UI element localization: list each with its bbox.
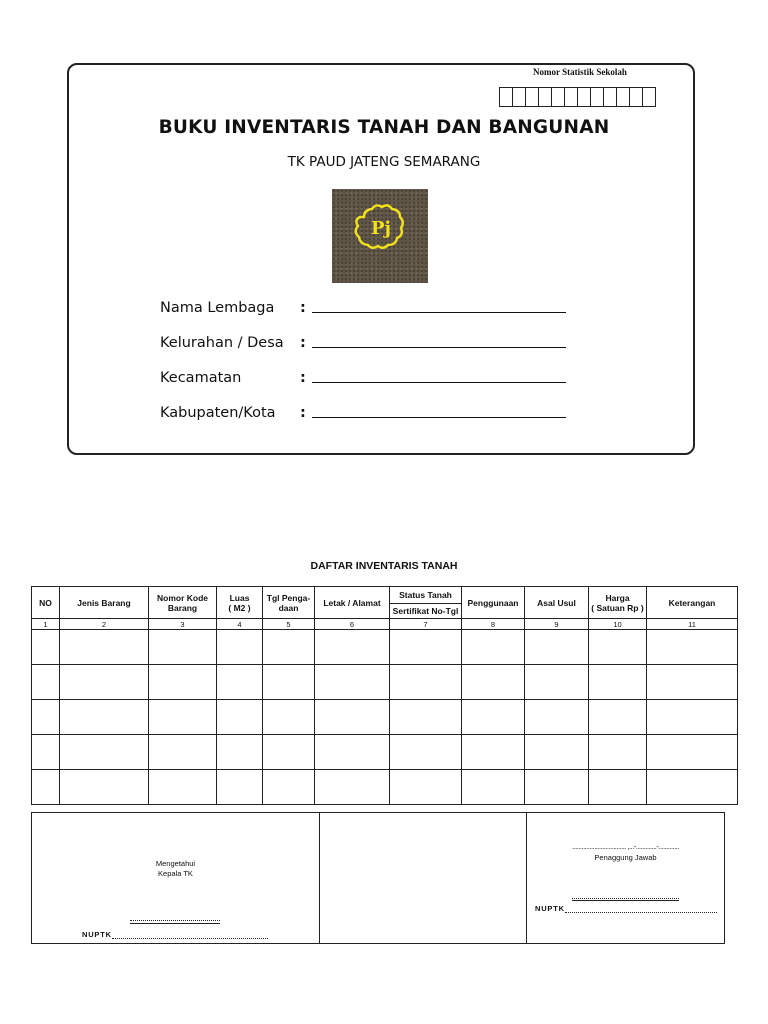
table-row [32,665,738,700]
school-name: TK PAUD JATENG SEMARANG [287,154,481,170]
table-cell[interactable] [32,630,60,665]
nss-boxes [499,87,655,107]
table-cell[interactable] [589,630,647,665]
left-signature-line [130,923,220,924]
table-cell[interactable] [263,700,315,735]
right-nuptk-label: NUPTK [535,904,565,913]
header-penggunaan: Penggunaan [462,587,525,619]
field-colon: : [300,335,306,351]
table-body [32,630,738,805]
col-number: 1 [32,619,60,630]
right-signature-dots [572,898,679,899]
field-kabupaten [160,401,566,421]
table-row [32,630,738,665]
field-label: Nama Lembaga [160,300,275,316]
table-cell[interactable] [263,665,315,700]
header-tgl-pengadaan: Tgl Penga- daan [263,587,315,619]
table-cell[interactable] [149,735,217,770]
field-kecamatan [160,366,566,386]
header-nomor-kode: Nomor Kode Barang [149,587,217,619]
table-cell[interactable] [149,630,217,665]
table-cell[interactable] [390,770,462,805]
col-number: 5 [263,619,315,630]
table-cell[interactable] [315,700,390,735]
nss-digit-box[interactable] [525,87,539,107]
header-harga: Harga ( Satuan Rp ) [589,587,647,619]
field-input-line[interactable] [312,401,566,418]
nss-digit-box[interactable] [564,87,578,107]
inventory-table [31,586,738,805]
table-cell[interactable] [647,700,738,735]
table-title: DAFTAR INVENTARIS TANAH [310,560,458,572]
table-cell[interactable] [525,770,589,805]
field-input-line[interactable] [312,331,566,348]
field-nama-lembaga [160,296,566,316]
mengetahui-label: Mengetahui [155,859,196,868]
header-keterangan: Keterangan [647,587,738,619]
table-cell[interactable] [525,735,589,770]
table-cell[interactable] [462,770,525,805]
table-cell[interactable] [60,700,149,735]
table-cell[interactable] [32,770,60,805]
table-cell[interactable] [390,630,462,665]
logo-text: Pj [370,218,392,239]
right-signature-line [572,900,679,901]
nss-digit-box[interactable] [538,87,552,107]
left-signature-dots [130,920,220,921]
col-number: 10 [589,619,647,630]
nss-label: Nomor Statistik Sekolah [533,67,627,77]
table-cell[interactable] [390,735,462,770]
nss-digit-box[interactable] [603,87,617,107]
header-asal-usul: Asal Usul [525,587,589,619]
field-label: Kecamatan [160,370,242,386]
nss-digit-box[interactable] [512,87,526,107]
place-date-line: .................................. ,...-.............-............. [572,842,679,851]
header-letak-alamat: Letak / Alamat [315,587,390,619]
nss-digit-box[interactable] [499,87,513,107]
table-cell[interactable] [217,665,263,700]
main-title: BUKU INVENTARIS TANAH DAN BANGUNAN [158,117,610,138]
field-input-line[interactable] [312,366,566,383]
table-cell[interactable] [263,770,315,805]
field-label: Kabupaten/Kota [160,405,276,421]
table-cell[interactable] [217,770,263,805]
signature-left [32,813,320,943]
field-kelurahan [160,331,566,351]
nss-digit-box[interactable] [551,87,565,107]
table-cell[interactable] [263,630,315,665]
nss-digit-box[interactable] [590,87,604,107]
table-cell[interactable] [32,665,60,700]
table-cell[interactable] [647,735,738,770]
col-number: 11 [647,619,738,630]
nss-digit-box[interactable] [577,87,591,107]
table-cell[interactable] [149,700,217,735]
nss-digit-box[interactable] [629,87,643,107]
signature-right [527,813,724,943]
table-cell[interactable] [589,665,647,700]
field-label: Kelurahan / Desa [160,335,284,351]
table-cell[interactable] [315,630,390,665]
kepala-tk-label: Kepala TK [158,869,193,878]
table-cell[interactable] [263,735,315,770]
field-colon: : [300,370,306,386]
table-cell[interactable] [525,630,589,665]
table-cell[interactable] [462,735,525,770]
signature-middle [320,813,527,943]
table-cell[interactable] [217,700,263,735]
table-row [32,770,738,805]
table-cell[interactable] [149,770,217,805]
school-logo [332,189,428,283]
table-cell[interactable] [390,700,462,735]
col-number: 9 [525,619,589,630]
col-number: 6 [315,619,390,630]
table-cell[interactable] [462,700,525,735]
nss-digit-box[interactable] [616,87,630,107]
right-nuptk-dots [565,912,717,913]
header-no: NO [32,587,60,619]
table-cell[interactable] [149,665,217,700]
col-number: 7 [390,619,462,630]
left-nuptk-dots [112,938,268,939]
table-cell[interactable] [60,735,149,770]
header-sertifikat: Sertifikat No-Tgl [390,604,462,619]
table-cell[interactable] [390,665,462,700]
left-nuptk-label: NUPTK [82,930,112,939]
table-cell[interactable] [525,665,589,700]
table-cell[interactable] [589,770,647,805]
nss-digit-box[interactable] [642,87,656,107]
table-cell[interactable] [462,630,525,665]
table-cell[interactable] [60,630,149,665]
header-status-tanah: Status Tanah [390,587,462,604]
table-cell[interactable] [315,735,390,770]
col-number: 2 [60,619,149,630]
table-cell[interactable] [315,665,390,700]
table-cell[interactable] [462,665,525,700]
col-number: 8 [462,619,525,630]
table-cell[interactable] [647,665,738,700]
table-cell[interactable] [217,630,263,665]
table-cell[interactable] [60,665,149,700]
header-jenis-barang: Jenis Barang [60,587,149,619]
table-cell[interactable] [589,735,647,770]
header-luas: Luas ( M2 ) [217,587,263,619]
field-input-line[interactable] [312,296,566,313]
table-cell[interactable] [589,700,647,735]
field-colon: : [300,405,306,421]
table-cell[interactable] [32,735,60,770]
table-cell[interactable] [647,630,738,665]
table-cell[interactable] [217,735,263,770]
table-row [32,700,738,735]
table-row [32,735,738,770]
table-cell[interactable] [647,770,738,805]
field-colon: : [300,300,306,316]
table-cell[interactable] [315,770,390,805]
col-number: 4 [217,619,263,630]
penanggung-jawab-label: Penaggung Jawab [594,853,657,862]
table-cell[interactable] [60,770,149,805]
col-number: 3 [149,619,217,630]
table-cell[interactable] [525,700,589,735]
signature-area [31,812,725,944]
table-cell[interactable] [32,700,60,735]
